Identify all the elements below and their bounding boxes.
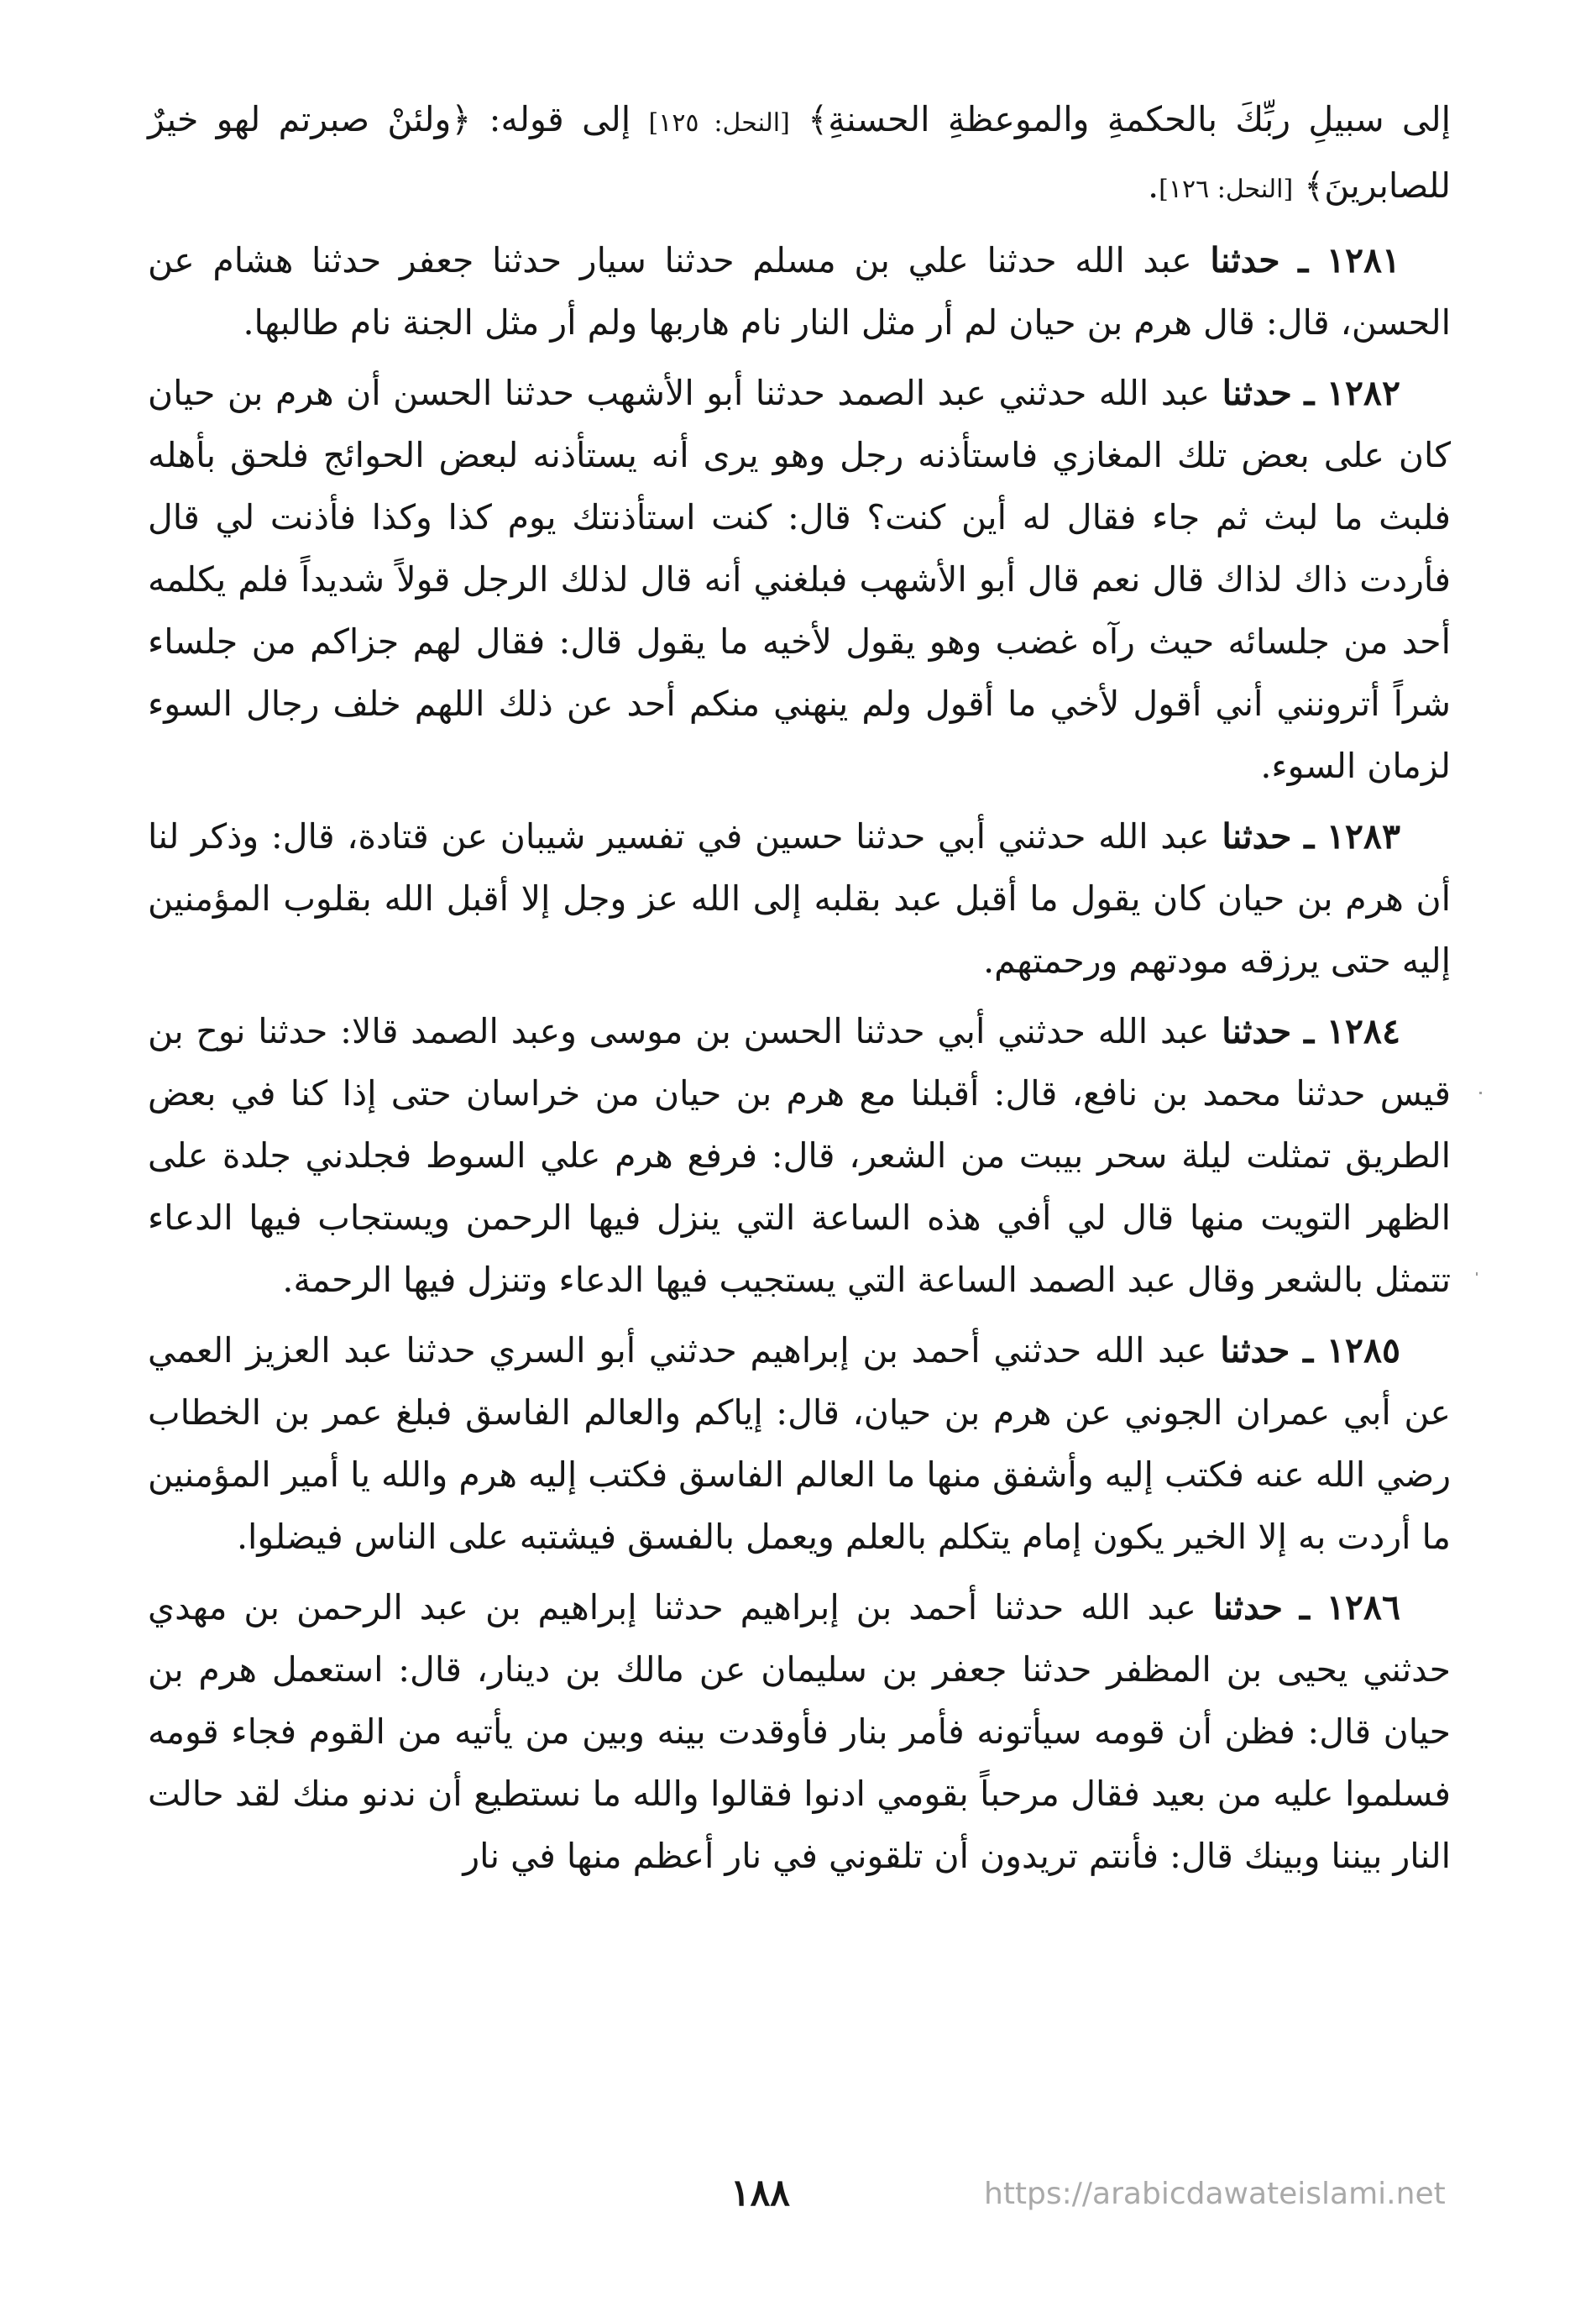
hadith-dash: ـ — [1299, 1587, 1310, 1627]
hadith-number: ١٢٨٢ — [1326, 373, 1400, 413]
haddathana-heading: حدثنا — [1222, 816, 1292, 857]
haddathana-heading: حدثنا — [1220, 1330, 1290, 1371]
hadith-dash: ـ — [1303, 1330, 1314, 1371]
haddathana-heading: حدثنا — [1222, 1011, 1292, 1051]
hadith-dash: ـ — [1304, 1011, 1315, 1051]
hadith-text: عبد الله حدثنا أحمد بن إبراهيم حدثنا إبراهيم بن عبد الرحمن بن مهدي حدثني يحيى بن المظفر حدثنا جعفر بن سليمان عن مالك بن دينار، قال: استعمل هرم بن حيان قال: فظن أن قومه سيأتونه فأمر بنار فأوقدت بينه وبين من يأتيه من القوم فجاء قومه فسلموا عليه من بعيد فقال مرحباً بقومي ادنوا فقالوا والله ما نستطيع أن ندنو منك لقد حالت النار بيننا وبينك قال: فأنتم تريدون أن تلقوني في نار أعظم منها في نار — [148, 1587, 1451, 1876]
sentence-end: . — [1148, 165, 1159, 206]
page-body — [148, 88, 1451, 1887]
hadith-text: عبد الله حدثني أحمد بن إبراهيم حدثني أبو السري حدثنا عبد العزيز العمي عن أبي عمران الجوني عن هرم بن حيان، قال: إياكم والعالم الفاسق فبلغ عمر بن الخطاب رضي الله عنه فكتب إليه وأشفق منها ما العالم الفاسق فكتب إليه هرم والله يا أمير المؤمنين ما أردت به إلا الخير يكون إمام يتكلم بالعلم ويعمل بالفسق فيشتبه على الناس فيضلوا. — [148, 1330, 1451, 1557]
verse-citation: [النحل: ١٢٥] — [648, 108, 790, 138]
hadith-number: ١٢٨٣ — [1326, 816, 1400, 857]
hadith-number: ١٢٨١ — [1326, 240, 1401, 280]
hadith-1283 — [148, 805, 1451, 992]
verse-text: إلى قوله: ﴿ولئنْ صبرتم لهو خيرٌ للصابرينَ﴾ — [148, 99, 1451, 206]
page-footer — [0, 2172, 1596, 2222]
hadith-number: ١٢٨٥ — [1326, 1330, 1400, 1371]
hadith-1284 — [148, 1000, 1451, 1311]
hadith-1282 — [148, 362, 1451, 797]
scan-speck — [1479, 1092, 1482, 1094]
hadith-number: ١٢٨٦ — [1326, 1587, 1400, 1627]
hadith-dash: ـ — [1304, 373, 1315, 413]
haddathana-heading: حدثنا — [1210, 240, 1280, 280]
hadith-1286 — [148, 1576, 1451, 1887]
hadith-dash: ـ — [1304, 816, 1315, 857]
verse-text: إلى سبيلِ ربِّكَ بالحكمةِ والموعظةِ الحسنةِ﴾ — [808, 99, 1451, 139]
hadith-1285 — [148, 1319, 1451, 1568]
scan-speck — [1476, 1272, 1478, 1276]
hadith-text: عبد الله حدثني أبي حدثنا الحسن بن موسى وعبد الصمد قالا: حدثنا نوح بن قيس حدثنا محمد بن نافع، قال: أقبلنا مع هرم بن حيان من خراسان حتى إذا كنا في بعض الطريق تمثلت ليلة سحر بيبت من الشعر، قال: فرفع هرم علي السوط فجلدني جلدة على الظهر التويت منها قال لي أفي هذه الساعة التي ينزل فيها الرحمن ويستجاب فيها الدعاء تتمثل بالشعر وقال عبد الصمد الساعة التي يستجيب فيها الدعاء وتنزل فيها الرحمة. — [148, 1011, 1451, 1300]
hadith-dash: ـ — [1298, 240, 1309, 280]
quran-continuation — [148, 88, 1451, 221]
hadith-text: عبد الله حدثني عبد الصمد حدثنا أبو الأشهب حدثنا الحسن أن هرم بن حيان كان على بعض تلك المغازي فاستأذنه رجل وهو يرى أنه يستأذنه لبعض الحوائج فلحق بأهله فلبث ما لبث ثم جاء فقال له أين كنت؟ قال: كنت استأذنتك يوم كذا وكذا فأذنت لي قال فأردت ذاك لذاك قال نعم قال أبو الأشهب فبلغني أنه قال لذلك الرجل قولاً شديداً فلم يكلمه أحد من جلسائه حيث رآه غضب وهو يقول لأخيه ما يقول قال: فقال لهم جزاكم من جلساء شراً أترونني أني أقول لأخي ما أقول ولم ينهني منكم أحد عن ذلك اللهم خلف رجال السوء لزمان السوء. — [148, 373, 1451, 786]
hadith-number: ١٢٨٤ — [1326, 1011, 1400, 1051]
hadith-text: عبد الله حدثني أبي حدثنا حسين في تفسير شيبان عن قتادة، قال: وذكر لنا أن هرم بن حيان كان يقول ما أقبل عبد بقلبه إلى الله عز وجل إلا أقبل الله بقلوب المؤمنين إليه حتى يرزقه مودتهم ورحمتهم. — [148, 816, 1451, 981]
haddathana-heading: حدثنا — [1222, 373, 1292, 413]
hadith-1281 — [148, 229, 1451, 354]
website-watermark: https://arabicdawateislami.net — [984, 2177, 1446, 2211]
page-number: ١٨٨ — [730, 2172, 790, 2215]
hadith-text: عبد الله حدثنا علي بن مسلم حدثنا سيار حدثنا جعفر حدثنا هشام عن الحسن، قال: قال هرم بن حيان لم أر مثل النار نام هاربها ولم أر مثل الجنة نام طالبها. — [148, 240, 1451, 343]
verse-citation: [النحل: ١٢٦] — [1159, 175, 1294, 204]
haddathana-heading: حدثنا — [1212, 1587, 1283, 1627]
